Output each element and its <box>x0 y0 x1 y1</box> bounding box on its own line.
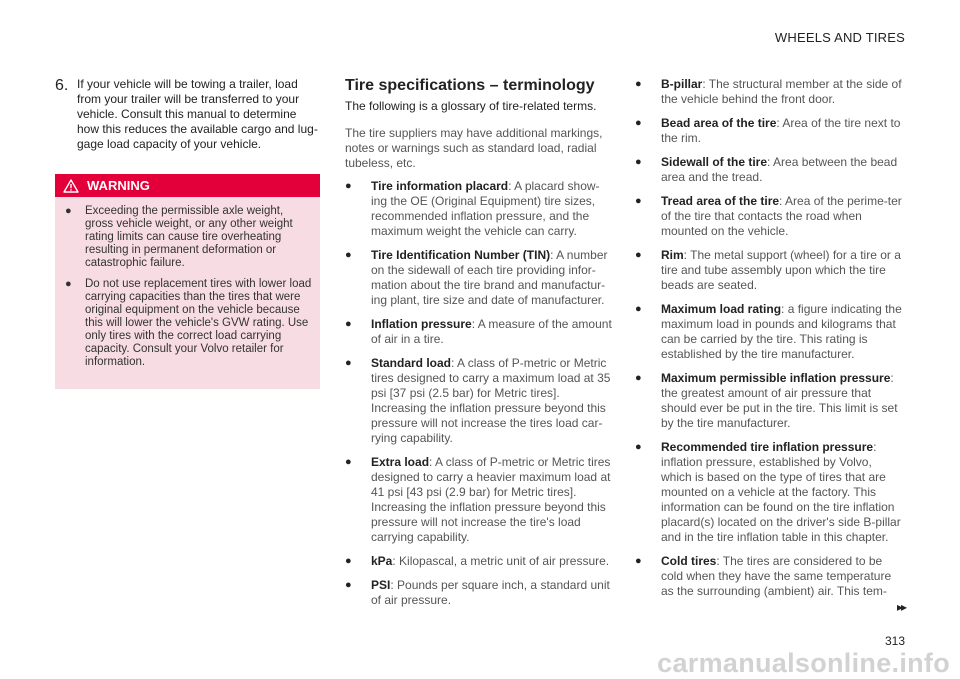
glossary-item <box>635 248 905 293</box>
bullet: ● <box>635 249 642 261</box>
glossary-item <box>345 317 613 347</box>
warning-item <box>65 278 312 369</box>
glossary-definition: : a figure indicating the maximum load in pounds and kilograms that can be carried by the tire. This rating is established by the tire manufacturer. <box>661 302 902 361</box>
watermark: carmanualsonline.info <box>657 648 950 678</box>
glossary-definition: : the greatest amount of air pressure that should ever be put in the tire. This limit is set by the tire manufacturer. <box>661 371 898 430</box>
bullet: ● <box>635 555 642 567</box>
glossary-item <box>635 194 905 239</box>
glossary-item <box>345 356 613 446</box>
section-title: Tire specifications – terminology <box>345 77 595 94</box>
glossary-definition: : The metal support (wheel) for a tire or a tire and tube assembly upon which the tire beads are seated. <box>661 248 901 292</box>
bullet: ● <box>635 156 642 168</box>
bullet: ● <box>635 117 642 129</box>
glossary-definition: : Area of the tire next to the rim. <box>661 116 901 145</box>
glossary-definition: : The structural member at the side of the vehicle behind the front door. <box>661 77 902 106</box>
bullet: ● <box>345 456 352 468</box>
glossary-term: Extra load <box>371 455 430 469</box>
glossary-definition: : A placard show-ing the OE (Original Equipment) tire sizes, recommended inflation pressure, and the maximum weight the vehicle can carry. <box>371 179 600 238</box>
bullet: ● <box>635 303 642 315</box>
glossary-list <box>345 179 613 608</box>
glossary-list <box>635 77 905 599</box>
warning-item <box>65 205 312 270</box>
bullet: ● <box>345 555 352 567</box>
glossary-item <box>345 455 613 545</box>
glossary-term: Tire Identification Number (TIN) <box>371 248 551 262</box>
glossary-definition: : A class of P-metric or Metric tires designed to carry a heavier maximum load at 41 psi [43 psi (2.9 bar) for Metric tires]. Increasing the inflation pressure beyond this pressure will not increase the tire's load carrying capability. <box>371 455 611 544</box>
warning-triangle-icon <box>63 179 79 193</box>
glossary-term: Bead area of the tire <box>661 116 777 130</box>
bullet: ● <box>635 78 642 90</box>
step-text: If your vehicle will be towing a trailer, load from your trailer will be transferred to your vehicle. Consult this manual to determine how this reduces the available cargo and lug-gage load capacity of your vehicle. <box>77 77 318 151</box>
warning-title: WARNING <box>87 178 150 193</box>
page-number: 313 <box>884 634 905 648</box>
bullet: ● <box>345 180 352 192</box>
glossary-term: Maximum load rating <box>661 302 782 316</box>
step-item <box>55 77 320 152</box>
glossary-term: kPa <box>371 554 393 568</box>
glossary-term: Tread area of the tire <box>661 194 780 208</box>
warning-box <box>55 174 320 389</box>
section-header: WHEELS AND TIRES <box>774 30 905 45</box>
glossary-term: PSI <box>371 578 391 592</box>
glossary-definition: : The tires are considered to be cold when they have the same temperature as the surrounding (ambient) air. This tem- <box>661 554 892 598</box>
glossary-term: Rim <box>661 248 684 262</box>
glossary-item <box>345 179 613 239</box>
bullet: ● <box>345 579 352 591</box>
intro-paragraph: The tire suppliers may have additional markings, notes or warnings such as standard load, radial tubeless, etc. <box>345 126 603 170</box>
glossary-item <box>635 77 905 107</box>
column-middle <box>345 77 613 617</box>
glossary-term: B-pillar <box>661 77 703 91</box>
glossary-item <box>635 554 905 599</box>
glossary-term: Tire information placard <box>371 179 509 193</box>
step-number: 6. <box>55 77 69 94</box>
warning-header <box>55 174 320 197</box>
bullet: ● <box>345 357 352 369</box>
column-left <box>55 77 320 389</box>
bullet: ● <box>345 249 352 261</box>
glossary-item <box>635 155 905 185</box>
warning-item-text: Exceeding the permissible axle weight, gross vehicle weight, or any other weight rating limits can cause tire overheating resulting in permanent deformation or catastrophic failure. <box>85 205 293 269</box>
glossary-term: Inflation pressure <box>371 317 472 331</box>
bullet: ● <box>635 195 642 207</box>
glossary-definition: : Area of the perime-ter of the tire that contacts the road when mounted on the vehicle. <box>661 194 902 238</box>
warning-item-text: Do not use replacement tires with lower load carrying capacities than the tires that were original equipment on the vehicle because this will lower the vehicle's GVW rating. Use only tires with the correct load carrying capacity. Consult your Volvo retailer for information. <box>85 278 312 368</box>
column-right <box>635 77 905 608</box>
glossary-item <box>345 248 613 308</box>
glossary-term: Standard load <box>371 356 452 370</box>
glossary-item <box>345 554 613 569</box>
glossary-definition: : Kilopascal, a metric unit of air pressure. <box>392 554 610 568</box>
section-subtitle: The following is a glossary of tire-related terms. <box>345 99 597 113</box>
glossary-item <box>635 371 905 431</box>
glossary-definition: : A class of P-metric or Metric tires designed to carry a maximum load at 35 psi [37 psi (2.5 bar) for Metric tires]. Increasing the inflation pressure beyond this pressure will not increase the tires load car-rying capability. <box>371 356 611 445</box>
bullet: ● <box>345 318 352 330</box>
glossary-definition: : Pounds per square inch, a standard unit of air pressure. <box>371 578 610 607</box>
glossary-term: Cold tires <box>661 554 717 568</box>
glossary-term: Sidewall of the tire <box>661 155 768 169</box>
bullet: ● <box>635 441 642 453</box>
glossary-item <box>345 578 613 608</box>
glossary-definition: : inflation pressure, established by Volvo, which is based on the type of tires that are mounted on a vehicle at the factory. This information can be found on the tire inflation placard(s) located on the driver's side B-pillar and in the tire inflation table in this chapter. <box>661 440 901 544</box>
glossary-definition: : A number on the sidewall of each tire providing infor-mation about the tire brand and manufactur-ing plant, tire size and date of manufacturer. <box>371 248 608 307</box>
bullet: ● <box>65 205 72 217</box>
bullet: ● <box>65 278 72 290</box>
glossary-term: Recommended tire inflation pressure <box>661 440 874 454</box>
glossary-definition: : Area between the bead area and the tread. <box>661 155 898 184</box>
glossary-item <box>635 116 905 146</box>
bullet: ● <box>635 372 642 384</box>
glossary-item <box>635 302 905 362</box>
continued-arrow-icon: ▸▸ <box>896 600 905 614</box>
glossary-term: Maximum permissible inflation pressure <box>661 371 891 385</box>
glossary-definition: : A measure of the amount of air in a tire. <box>371 317 612 346</box>
glossary-item <box>635 440 905 545</box>
